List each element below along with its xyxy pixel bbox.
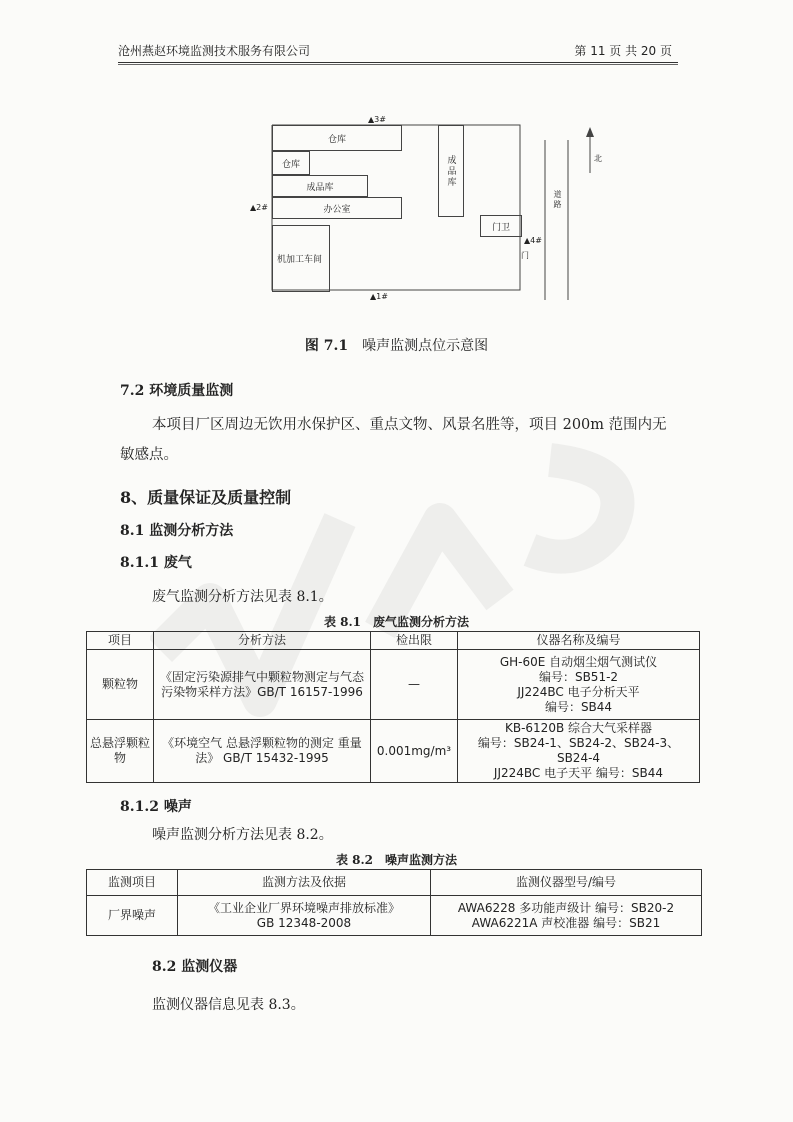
section-8-2-text: 监测仪器信息见表 8.3。 — [152, 997, 305, 1013]
section-title-8-1-1: 8.1.1 废气 — [120, 555, 192, 571]
monitoring-point-4: ▲4# — [524, 236, 542, 245]
page-number: 第 11 页 共 20 页 — [574, 44, 672, 58]
machining-workshop — [272, 225, 330, 292]
instrument-line: JJ224BC 电子天平 编号：SB44 — [493, 766, 664, 780]
instrument-line: AWA6221A 声校准器 编号：SB21 — [471, 915, 661, 930]
table-8-2-caption: 表 8.2 噪声监测方法 — [335, 853, 458, 867]
building-label: 仓库 — [327, 134, 346, 145]
building-label: 机加工车间 — [277, 255, 323, 265]
limit-cell: 0.001mg/m³ — [371, 720, 458, 783]
instrument-cell — [458, 650, 700, 720]
method-cell — [178, 896, 431, 936]
instrument-line: 编号：SB24-1、SB24-2、SB24-3、SB24-4 — [477, 736, 680, 765]
monitoring-point-3: ▲3# — [368, 115, 386, 124]
office — [272, 197, 402, 219]
finished-goods-store-2 — [438, 125, 464, 217]
item-cell: 颗粒物 — [87, 650, 154, 720]
column-header: 仪器名称及编号 — [458, 632, 700, 650]
method-line: 《工业企业厂界环境噪声排放标准》 — [207, 900, 400, 915]
page-header — [118, 40, 678, 63]
instrument-cell — [431, 896, 702, 936]
column-header: 检出限 — [371, 632, 458, 650]
figure-caption — [0, 335, 793, 355]
section-title-8-2: 8.2 监测仪器 — [152, 959, 238, 975]
north-label: 北 — [594, 154, 602, 163]
building-label: 门卫 — [491, 222, 510, 233]
figure-title: 噪声监测点位示意图 — [362, 338, 489, 354]
noise-monitoring-site-map — [250, 115, 620, 305]
instrument-line: GH-60E 自动烟尘烟气测试仪 — [499, 654, 658, 669]
instrument-line: KB-6120B 综合大气采样器 — [504, 721, 653, 735]
table-header-row — [87, 632, 700, 650]
section-title-8-1: 8.1 监测分析方法 — [120, 523, 234, 539]
building-label: 成品库 — [306, 182, 334, 193]
instrument-line: 编号：SB44 — [544, 699, 613, 714]
section-8-1-1-text: 废气监测分析方法见表 8.1。 — [152, 589, 333, 605]
company-name: 沧州燕赵环境监测技术服务有限公司 — [118, 44, 311, 58]
gate-label: 门 — [521, 251, 529, 260]
limit-cell: — — [371, 650, 458, 720]
method-cell: 《环境空气 总悬浮颗粒物的测定 重量法》 GB/T 15432-1995 — [154, 720, 371, 783]
method-line: GB 12348-2008 — [256, 915, 352, 930]
section-8-1-2-text: 噪声监测分析方法见表 8.2。 — [152, 827, 333, 843]
instrument-cell — [458, 720, 700, 783]
section-7-2-text: 本项目厂区周边无饮用水保护区、重点文物、风景名胜等，项目 200m 范围内无敏感点。 — [120, 417, 667, 463]
section-title-7-2: 7.2 环境质量监测 — [120, 383, 234, 399]
instrument-line: AWA6228 多功能声级计 编号：SB20-2 — [457, 900, 675, 915]
table-row — [87, 896, 702, 936]
road-label: 道路 — [553, 190, 562, 210]
instrument-line: JJ224BC 电子分析天平 — [517, 684, 640, 699]
building-label: 仓库 — [281, 159, 300, 170]
table-8-1-caption: 表 8.1 废气监测分析方法 — [323, 615, 470, 629]
column-header: 项目 — [87, 632, 154, 650]
monitoring-point-2: ▲2# — [250, 203, 268, 212]
building-label: 成品库 — [445, 154, 456, 188]
item-cell: 厂界噪声 — [87, 896, 178, 936]
column-header: 监测方法及依据 — [178, 870, 431, 896]
figure-number: 图 7.1 — [304, 338, 349, 354]
monitoring-point-1: ▲1# — [370, 292, 388, 301]
header-divider — [118, 64, 678, 65]
instrument-line: 编号：SB51-2 — [538, 669, 619, 684]
table-header-row — [87, 870, 702, 896]
column-header: 分析方法 — [154, 632, 371, 650]
method-cell: 《固定污染源排气中颗粒物测定与气态污染物采样方法》GB/T 16157-1996 — [154, 650, 371, 720]
column-header: 监测仪器型号/编号 — [431, 870, 702, 896]
section-title-8-1-2: 8.1.2 噪声 — [120, 799, 192, 815]
warehouse-2 — [272, 151, 310, 175]
table-row — [87, 650, 700, 720]
item-cell: 总悬浮颗粒物 — [87, 720, 154, 783]
table-row — [87, 720, 700, 783]
table-8-1 — [86, 631, 700, 783]
guard-room — [480, 215, 522, 237]
building-label: 办公室 — [323, 204, 351, 215]
finished-goods-store-1 — [272, 175, 368, 197]
warehouse-1 — [272, 125, 402, 151]
section-title-8: 8、质量保证及质量控制 — [120, 488, 292, 507]
column-header: 监测项目 — [87, 870, 178, 896]
table-8-2 — [86, 869, 702, 936]
